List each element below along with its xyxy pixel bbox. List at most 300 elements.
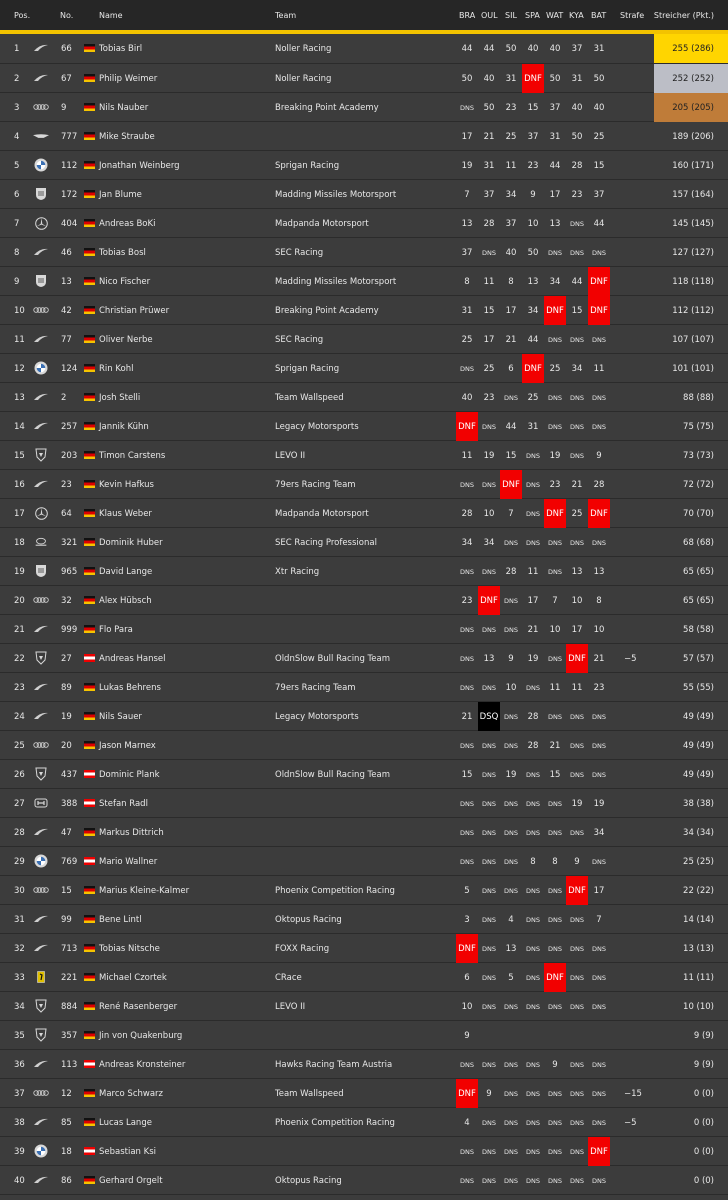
result-cell: DNS — [526, 973, 540, 982]
position: 36 — [14, 1060, 25, 1070]
table-row — [0, 615, 728, 644]
result-cell: DNS — [482, 799, 496, 808]
car-number: 713 — [61, 944, 78, 954]
result-cell: 17 — [461, 131, 473, 142]
result-cell: DNS — [526, 886, 540, 895]
result-cell: 13 — [505, 943, 517, 954]
car-number: 64 — [61, 509, 72, 519]
position: 38 — [14, 1118, 25, 1128]
points: 25 (25) — [683, 857, 714, 867]
result-cell: 28 — [571, 160, 583, 171]
result-cell: DNS — [460, 1176, 474, 1185]
driver-name: Flo Para — [99, 625, 133, 635]
result-cell: 34 — [505, 189, 517, 200]
lamborghini-icon — [33, 1030, 49, 1040]
car-number: 9 — [61, 103, 67, 113]
car-number: 357 — [61, 1031, 78, 1041]
result-cell: 31 — [483, 160, 495, 171]
ferrari-icon — [33, 972, 49, 982]
points: 255 (286) — [672, 44, 714, 54]
result-cell: 7 — [552, 595, 558, 606]
result-cell: DNS — [482, 886, 496, 895]
team-name: Hawks Racing Team Austria — [275, 1060, 393, 1070]
result-cell: DNS — [526, 683, 540, 692]
car-number: 113 — [61, 1060, 78, 1070]
result-cell: DNS — [548, 567, 562, 576]
position: 34 — [14, 1002, 25, 1012]
position: 13 — [14, 393, 25, 403]
car-number: 437 — [61, 770, 78, 780]
result-cell: DNS — [570, 422, 584, 431]
table-row — [0, 180, 728, 209]
result-cell: DNS — [482, 1147, 496, 1156]
result-cell: 9 — [464, 1030, 470, 1041]
points: 10 (10) — [683, 1002, 714, 1012]
points: 189 (206) — [672, 132, 714, 142]
position: 6 — [14, 190, 20, 200]
team-name: OldnSlow Bull Racing Team — [275, 770, 391, 780]
result-cell: DNS — [460, 799, 474, 808]
result-cell: 40 — [505, 247, 517, 258]
result-cell: DNS — [592, 1176, 606, 1185]
result-cell: 50 — [593, 73, 605, 84]
result-cell: 10 — [527, 218, 539, 229]
result-cell: 19 — [593, 798, 605, 809]
result-cell: DNS — [548, 422, 562, 431]
table-row — [0, 702, 728, 731]
result-cell: 37 — [527, 131, 539, 142]
flag-icon — [84, 190, 95, 198]
result-cell: 37 — [461, 247, 473, 258]
honda-icon — [33, 798, 49, 808]
result-cell: DNS — [570, 451, 584, 460]
driver-name: Nils Sauer — [99, 712, 142, 722]
result-cell: 44 — [549, 160, 561, 171]
mercedes-icon — [33, 508, 49, 518]
points: 101 (101) — [672, 364, 714, 374]
porsche-icon — [33, 276, 49, 286]
result-cell: 17 — [505, 305, 517, 316]
result-cell: DNS — [460, 480, 474, 489]
result-cell: 7 — [508, 508, 514, 519]
position: 19 — [14, 567, 25, 577]
result-cell: 34 — [593, 827, 605, 838]
position: 3 — [14, 103, 20, 113]
result-cell — [500, 1021, 522, 1050]
team-name: Phoenix Competition Racing — [275, 886, 395, 896]
result-cell: 31 — [571, 73, 583, 84]
result-cell: DNS — [526, 1176, 540, 1185]
result-cell: DNS — [592, 1060, 606, 1069]
result-cell: DNS — [460, 1060, 474, 1069]
team-name: Madding Missiles Motorsport — [275, 277, 397, 287]
table-row — [0, 267, 728, 296]
result-cell: 37 — [593, 189, 605, 200]
result-cell: DNS — [504, 828, 518, 837]
mclaren-icon — [33, 1175, 49, 1185]
result-cell: 7 — [464, 189, 470, 200]
position: 2 — [14, 74, 20, 84]
result-cell: DNS — [592, 973, 606, 982]
flag-icon — [84, 828, 95, 836]
result-cell: DNF — [522, 354, 544, 383]
points: 55 (55) — [683, 683, 714, 693]
mclaren-icon — [33, 392, 49, 402]
driver-name: Markus Dittrich — [99, 828, 164, 838]
result-cell: 23 — [527, 160, 539, 171]
audi-icon — [33, 102, 49, 112]
team-name: Oktopus Racing — [275, 915, 342, 925]
result-cell: 11 — [549, 682, 561, 693]
result-cell: 31 — [461, 305, 473, 316]
result-cell: 37 — [505, 218, 517, 229]
header-name: Name — [99, 11, 123, 20]
team-name: Madpanda Motorsport — [275, 509, 369, 519]
result-cell: 23 — [461, 595, 473, 606]
lamborghini-icon — [33, 450, 49, 460]
team-name: Breaking Point Academy — [275, 306, 379, 316]
car-number: 203 — [61, 451, 78, 461]
driver-name: Lucas Lange — [99, 1118, 152, 1128]
result-cell: 10 — [571, 595, 583, 606]
lamborghini-icon — [33, 1001, 49, 1011]
aston-martin-icon — [33, 131, 49, 141]
result-cell: 28 — [461, 508, 473, 519]
position: 40 — [14, 1176, 25, 1186]
points: 9 (9) — [693, 1060, 714, 1070]
result-cell: DNF — [588, 1137, 610, 1166]
car-number: 20 — [61, 741, 72, 751]
points: 88 (88) — [683, 393, 714, 403]
header-track: KYA — [569, 11, 584, 20]
result-cell: DNS — [570, 1002, 584, 1011]
flag-icon — [84, 1089, 95, 1097]
result-cell: DNS — [548, 886, 562, 895]
result-cell: DNS — [526, 1060, 540, 1069]
result-cell: DNS — [482, 857, 496, 866]
position: 5 — [14, 161, 20, 171]
penalty: −5 — [624, 654, 637, 664]
result-cell: DNS — [460, 654, 474, 663]
result-cell: 34 — [461, 537, 473, 548]
result-cell: DNF — [544, 499, 566, 528]
result-cell: DNS — [482, 770, 496, 779]
result-cell: DNS — [570, 1060, 584, 1069]
team-name: SEC Racing Professional — [275, 538, 377, 548]
table-row — [0, 673, 728, 702]
result-cell: DNS — [592, 1118, 606, 1127]
flag-icon — [84, 857, 95, 865]
car-number: 769 — [61, 857, 78, 867]
result-cell: DNF — [544, 963, 566, 992]
header-track: BRA — [459, 11, 476, 20]
result-cell: 3 — [464, 914, 470, 925]
position: 28 — [14, 828, 25, 838]
team-name: OldnSlow Bull Racing Team — [275, 654, 391, 664]
result-cell: DNS — [504, 1118, 518, 1127]
result-cell: DNS — [482, 741, 496, 750]
result-cell: DNS — [592, 770, 606, 779]
car-number: 89 — [61, 683, 72, 693]
car-number: 85 — [61, 1118, 72, 1128]
car-number: 42 — [61, 306, 72, 316]
driver-name: Timon Carstens — [99, 451, 166, 461]
car-number: 404 — [61, 219, 78, 229]
car-number: 86 — [61, 1176, 72, 1186]
position: 33 — [14, 973, 25, 983]
table-row — [0, 441, 728, 470]
result-cell: 13 — [571, 566, 583, 577]
table-row — [0, 1166, 728, 1195]
lexus-icon — [33, 537, 49, 547]
result-cell: DNS — [526, 1147, 540, 1156]
car-number: 2 — [61, 393, 67, 403]
result-cell: 19 — [527, 653, 539, 664]
result-cell: 23 — [505, 102, 517, 113]
audi-icon — [33, 1088, 49, 1098]
car-number: 66 — [61, 44, 72, 54]
result-cell: DNS — [570, 393, 584, 402]
result-cell: 34 — [483, 537, 495, 548]
team-name: 79ers Racing Team — [275, 480, 356, 490]
result-cell: 13 — [461, 218, 473, 229]
driver-name: Tobias Bosl — [99, 248, 146, 258]
audi-icon — [33, 885, 49, 895]
result-cell: 25 — [593, 131, 605, 142]
position: 32 — [14, 944, 25, 954]
result-cell: DNS — [482, 1060, 496, 1069]
result-cell: 28 — [505, 566, 517, 577]
position: 18 — [14, 538, 25, 548]
mclaren-icon — [33, 914, 49, 924]
result-cell: 44 — [461, 43, 473, 54]
result-cell: DNS — [526, 799, 540, 808]
table-row — [0, 122, 728, 151]
result-cell: DNS — [548, 915, 562, 924]
points: 107 (107) — [672, 335, 714, 345]
result-cell: 10 — [505, 682, 517, 693]
car-number: 172 — [61, 190, 78, 200]
driver-name: Gerhard Orgelt — [99, 1176, 163, 1186]
car-number: 221 — [61, 973, 78, 983]
result-cell: 19 — [461, 160, 473, 171]
car-number: 99 — [61, 915, 72, 925]
flag-icon — [84, 683, 95, 691]
result-cell: DNS — [548, 1089, 562, 1098]
result-cell: 4 — [464, 1117, 470, 1128]
flag-icon — [84, 451, 95, 459]
bmw-icon — [33, 363, 49, 373]
position: 39 — [14, 1147, 25, 1157]
team-name: LEVO II — [275, 451, 306, 461]
table-row — [0, 847, 728, 876]
points: 0 (0) — [693, 1118, 714, 1128]
audi-icon — [33, 740, 49, 750]
team-name: Team Wallspeed — [275, 1089, 344, 1099]
result-cell: DNS — [482, 828, 496, 837]
team-name: SEC Racing — [275, 248, 324, 258]
mclaren-icon — [33, 711, 49, 721]
result-cell: DNF — [500, 470, 522, 499]
result-cell: DNS — [504, 1176, 518, 1185]
result-cell: DNS — [526, 1118, 540, 1127]
table-row — [0, 905, 728, 934]
result-cell: DNS — [570, 915, 584, 924]
result-cell — [522, 1021, 544, 1050]
result-cell: DNS — [570, 973, 584, 982]
table-row — [0, 1137, 728, 1166]
table-row — [0, 296, 728, 325]
result-cell: 28 — [527, 740, 539, 751]
result-cell: 44 — [571, 276, 583, 287]
result-cell: DNS — [592, 335, 606, 344]
result-cell — [544, 1021, 566, 1050]
flag-icon — [84, 364, 95, 372]
result-cell: DNS — [570, 219, 584, 228]
team-name: CRace — [275, 973, 302, 983]
result-cell: DNS — [504, 625, 518, 634]
mclaren-icon — [33, 421, 49, 431]
result-cell: 28 — [593, 479, 605, 490]
team-name: Noller Racing — [275, 44, 332, 54]
flag-icon — [84, 1002, 95, 1010]
result-cell: 25 — [461, 334, 473, 345]
flag-icon — [84, 770, 95, 778]
driver-name: Bene Lintl — [99, 915, 142, 925]
driver-name: Marius Kleine-Kalmer — [99, 886, 190, 896]
table-row — [0, 586, 728, 615]
car-number: 15 — [61, 886, 72, 896]
car-number: 321 — [61, 538, 78, 548]
header-strafe: Strafe — [620, 11, 645, 20]
mercedes-icon — [33, 218, 49, 228]
table-row — [0, 1050, 728, 1079]
result-cell: DNF — [456, 934, 478, 963]
header-track: WAT — [546, 11, 564, 20]
result-cell: DNS — [482, 567, 496, 576]
bmw-icon — [33, 856, 49, 866]
result-cell: DNS — [526, 828, 540, 837]
result-cell: 8 — [552, 856, 558, 867]
result-cell: DNS — [526, 509, 540, 518]
points: 75 (75) — [683, 422, 714, 432]
driver-name: Stefan Radl — [99, 799, 148, 809]
car-number: 46 — [61, 248, 72, 258]
result-cell: DNS — [592, 944, 606, 953]
result-cell: DNS — [592, 857, 606, 866]
driver-name: Rin Kohl — [99, 364, 134, 374]
points: 65 (65) — [683, 567, 714, 577]
points: 49 (49) — [683, 741, 714, 751]
result-cell: DNS — [592, 1002, 606, 1011]
result-cell: 31 — [549, 131, 561, 142]
driver-name: Sebastian Ksi — [99, 1147, 157, 1157]
result-cell — [588, 1021, 610, 1050]
result-cell: 11 — [593, 363, 605, 374]
table-row — [0, 383, 728, 412]
team-name: Team Wallspeed — [275, 393, 344, 403]
result-cell: 40 — [549, 43, 561, 54]
result-cell: 50 — [571, 131, 583, 142]
team-name: 79ers Racing Team — [275, 683, 356, 693]
position: 25 — [14, 741, 25, 751]
table-row — [0, 528, 728, 557]
header-score: Streicher (Pkt.) — [653, 11, 714, 20]
result-cell: 4 — [508, 914, 514, 925]
points: 9 (9) — [693, 1031, 714, 1041]
position: 29 — [14, 857, 25, 867]
result-cell: 21 — [549, 740, 561, 751]
mclaren-icon — [33, 73, 49, 83]
position: 15 — [14, 451, 25, 461]
mclaren-icon — [33, 247, 49, 257]
header-no: No. — [60, 11, 74, 20]
result-cell: DNS — [548, 799, 562, 808]
result-cell: 11 — [461, 450, 473, 461]
result-cell: 6 — [464, 972, 470, 983]
table-row — [0, 760, 728, 789]
result-cell: DNS — [570, 741, 584, 750]
position: 10 — [14, 306, 25, 316]
result-cell: 23 — [483, 392, 495, 403]
car-number: 19 — [61, 712, 72, 722]
result-cell: DNS — [482, 973, 496, 982]
points: 13 (13) — [683, 944, 714, 954]
result-cell: 17 — [549, 189, 561, 200]
table-row — [0, 151, 728, 180]
result-cell: DNS — [570, 1147, 584, 1156]
car-number: 965 — [61, 567, 78, 577]
result-cell: 8 — [464, 276, 470, 287]
table-row — [0, 64, 728, 93]
result-cell: DNS — [548, 828, 562, 837]
result-cell: DNS — [570, 1176, 584, 1185]
header-track: OUL — [481, 11, 498, 20]
table-row — [0, 1079, 728, 1108]
result-cell: DNF — [566, 876, 588, 905]
driver-name: Andreas Hansel — [99, 654, 166, 664]
result-cell: 8 — [508, 276, 514, 287]
result-cell: 15 — [593, 160, 605, 171]
result-cell — [478, 1021, 500, 1050]
table-row — [0, 876, 728, 905]
porsche-icon — [33, 566, 49, 576]
team-name: FOXX Racing — [275, 944, 330, 954]
driver-name: Jonathan Weinberg — [99, 161, 180, 171]
bmw-icon — [33, 1146, 49, 1156]
position: 20 — [14, 596, 25, 606]
flag-icon — [84, 567, 95, 575]
result-cell: DNF — [456, 1079, 478, 1108]
mclaren-icon — [33, 1117, 49, 1127]
table-row — [0, 1108, 728, 1137]
result-cell: 34 — [527, 305, 539, 316]
points: 11 (11) — [683, 973, 714, 983]
result-cell: DNS — [570, 1118, 584, 1127]
flag-icon — [84, 422, 95, 430]
result-cell: 10 — [549, 624, 561, 635]
position: 7 — [14, 219, 20, 229]
result-cell: 10 — [461, 1001, 473, 1012]
result-cell: 25 — [527, 392, 539, 403]
result-cell: 31 — [593, 43, 605, 54]
result-cell — [566, 1021, 588, 1050]
team-name: Legacy Motorsports — [275, 712, 359, 722]
result-cell: 11 — [571, 682, 583, 693]
position: 12 — [14, 364, 25, 374]
driver-name: Kevin Hafkus — [99, 480, 154, 490]
table-row — [0, 209, 728, 238]
